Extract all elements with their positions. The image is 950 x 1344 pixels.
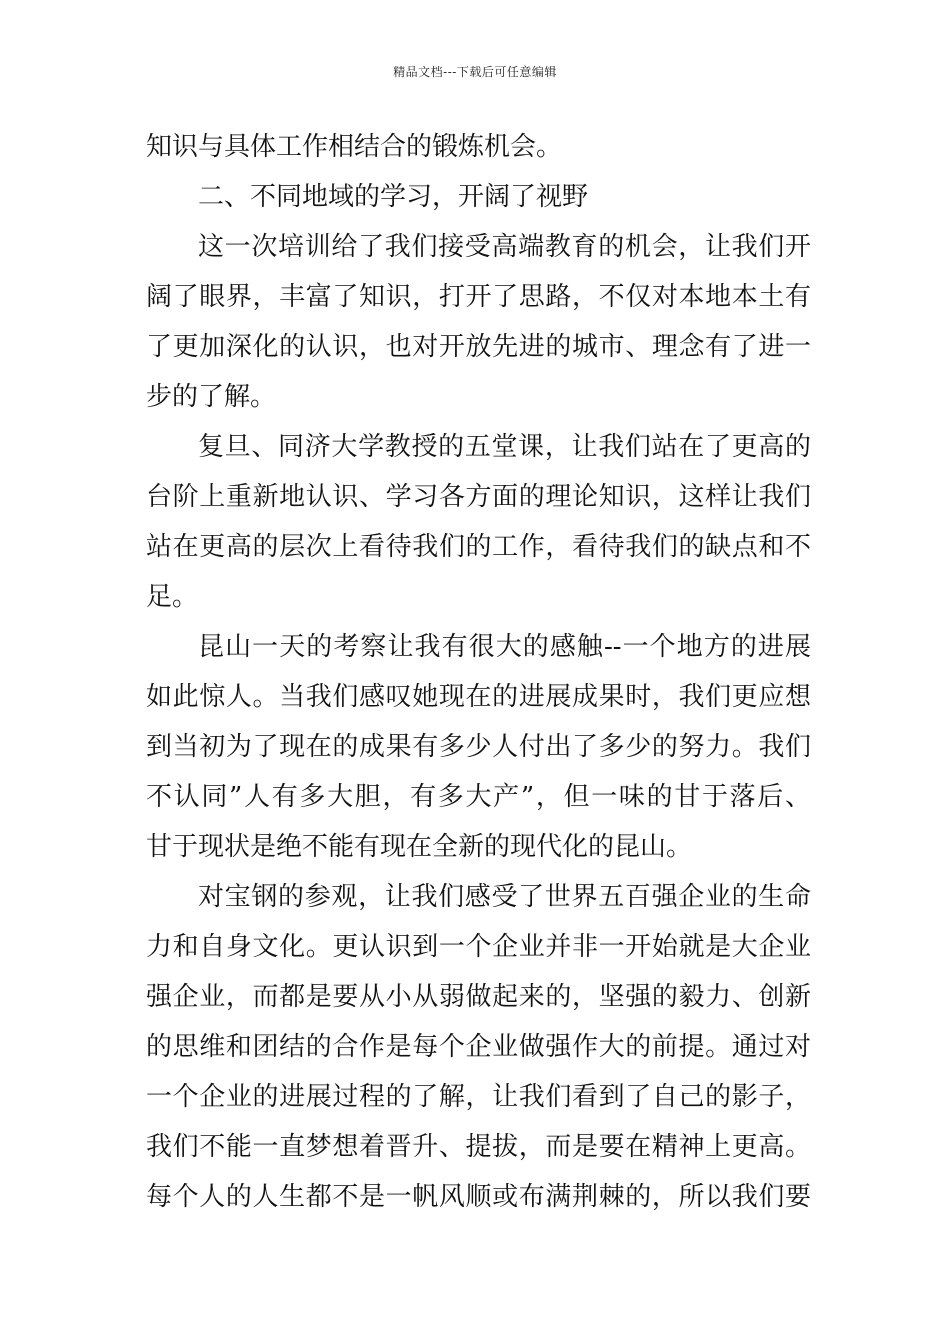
text-line: 复旦、同济大学教授的五堂课，让我们站在了更高的 — [198, 432, 811, 462]
page-header: 精品文档---下载后可任意编辑 — [393, 65, 557, 79]
text-line: 这一次培训给了我们接受高端教育的机会，让我们开 — [198, 232, 811, 262]
text-line: 台阶上重新地认识、学习各方面的理论知识，这样让我们 — [146, 482, 811, 512]
text-line: 甘于现状是绝不能有现在全新的现代化的昆山。 — [146, 832, 693, 862]
text-line: 不认同”人有多大胆，有多大产”，但一味的甘于落后、 — [146, 782, 811, 812]
text-line: 力和自身文化。更认识到一个企业并非一开始就是大企业 — [146, 932, 811, 962]
text-line: 的思维和团结的合作是每个企业做强作大的前提。通过对 — [146, 1032, 811, 1062]
text-line: 我们不能一直梦想着晋升、提拔，而是要在精神上更高。 — [146, 1132, 811, 1162]
text-line: 一个企业的进展过程的了解，让我们看到了自己的影子， — [146, 1082, 811, 1112]
text-line: 了更加深化的认识，也对开放先进的城市、理念有了进一 — [146, 332, 811, 362]
document-body — [146, 122, 811, 1222]
text-line: 阔了眼界，丰富了知识，打开了思路，不仅对本地本土有 — [146, 282, 811, 312]
text-line: 足。 — [146, 582, 199, 612]
text-line: 知识与具体工作相结合的锻炼机会。 — [146, 132, 563, 162]
text-line: 对宝钢的参观，让我们感受了世界五百强企业的生命 — [198, 882, 811, 912]
text-line: 二、不同地域的学习，开阔了视野 — [198, 182, 589, 212]
text-line: 强企业，而都是要从小从弱做起来的，坚强的毅力、创新 — [146, 982, 811, 1012]
text-line: 站在更高的层次上看待我们的工作，看待我们的缺点和不 — [146, 532, 811, 562]
text-line: 昆山一天的考察让我有很大的感触--一个地方的进展 — [198, 632, 811, 662]
text-line: 如此惊人。当我们感叹她现在的进展成果时，我们更应想 — [146, 682, 811, 712]
text-line: 每个人的人生都不是一帆风顺或布满荆棘的，所以我们要 — [146, 1182, 811, 1212]
text-line: 步的了解。 — [146, 382, 277, 412]
text-line: 到当初为了现在的成果有多少人付出了多少的努力。我们 — [146, 732, 811, 762]
